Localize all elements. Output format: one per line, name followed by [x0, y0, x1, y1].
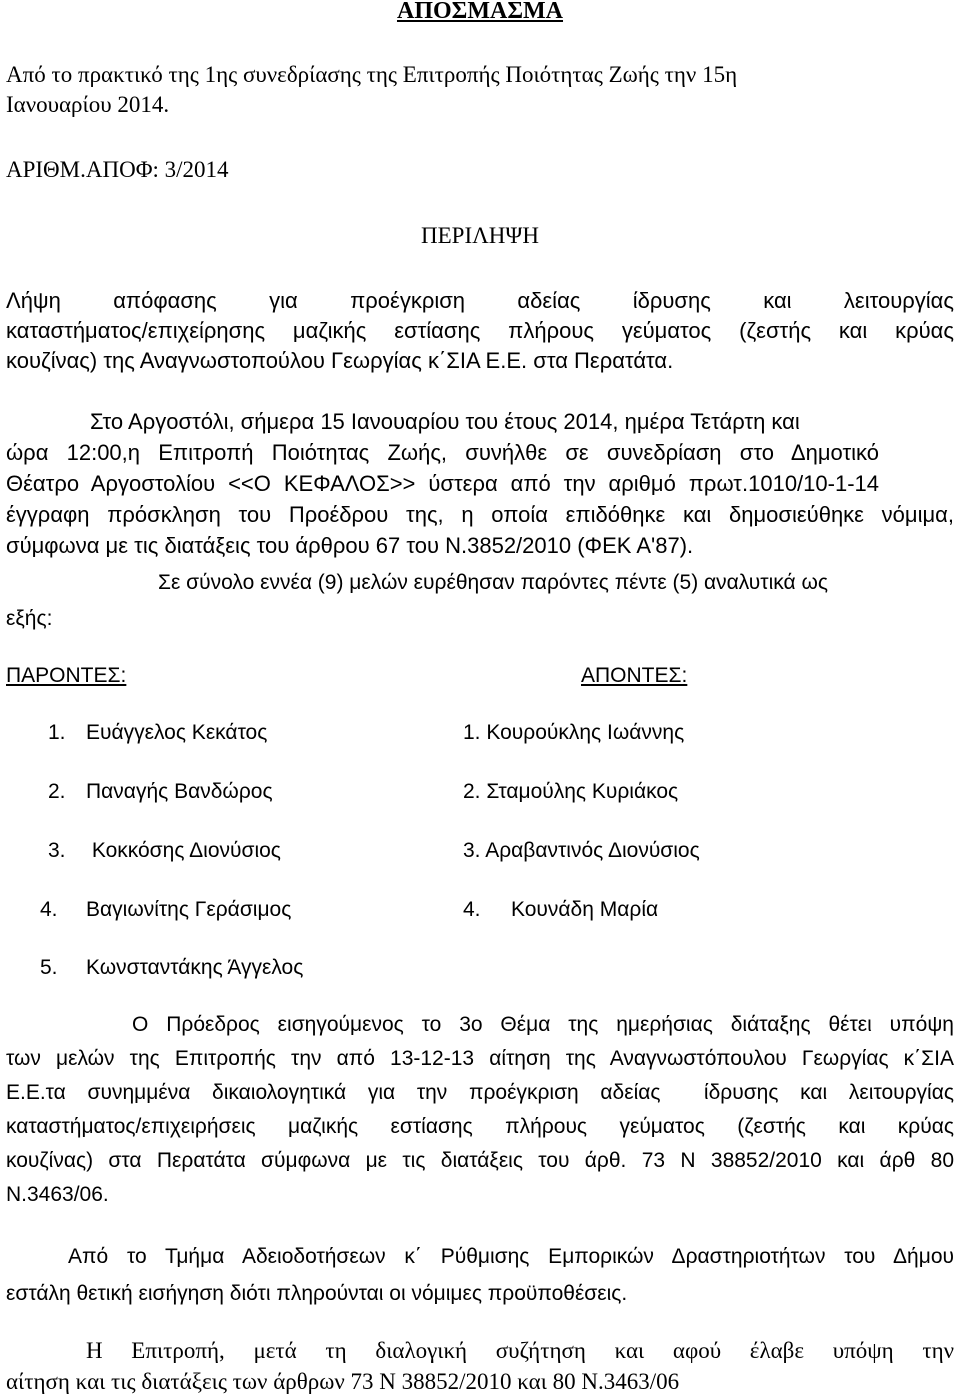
- member-name: Βαγιωνίτης Γεράσιμος: [86, 898, 292, 921]
- meeting-line-4: έγγραφη πρόσκληση του Προέδρου της, η οποία επιδόθηκε και δημοσιεύθηκε νόμιμα,: [6, 502, 954, 527]
- department-paragraph: [6, 1244, 954, 1307]
- president-line-4: καταστήματος/επιχειρήσεις μαζικής εστίασης πλήρους γεύματος (ζεστής και κρύας: [6, 1115, 954, 1138]
- summary-line-2: καταστήματος/επιχείρησης μαζικής εστίασης πλήρους γεύματος (ζεστής και κρύας: [6, 318, 954, 343]
- present-member-4: [40, 897, 291, 923]
- decision-number: ΑΡΙΘΜ.ΑΠΟΦ: 3/2014: [6, 157, 229, 182]
- member-name: Παναγής Βανδώρος: [86, 780, 273, 803]
- document-title: ΑΠΟΣΜΑΣΜΑ: [396, 0, 564, 24]
- summary-heading: ΠΕΡΙΛΗΨΗ: [421, 223, 539, 248]
- absent-member-4: [463, 897, 658, 923]
- member-number: 1.: [463, 721, 481, 744]
- member-number: 2.: [463, 780, 481, 803]
- present-member-1: [48, 720, 267, 746]
- summary-text: [6, 287, 954, 375]
- president-line-6: Ν.3463/06.: [6, 1183, 109, 1206]
- present-heading: ΠΑΡΟΝΤΕΣ:: [6, 664, 127, 687]
- meeting-line-3: Θέατρο Αργοστολίου <<Ο ΚΕΦΑΛΟΣ>> ύστερα από την αριθμό πρωτ.1010/10-1-14: [6, 471, 879, 496]
- meeting-text: [6, 408, 954, 560]
- intro-line-1: Από το πρακτικό της 1ης συνεδρίασης της Επιτροπής Ποιότητας Ζωής την 15η: [6, 62, 738, 87]
- summary-line-3: κουζίνας) της Αναγνωστοπούλου Γεωργίας κ΄ΣΙΑ Ε.Ε. στα Περατάτα.: [6, 348, 674, 373]
- committee-paragraph: [6, 1337, 954, 1395]
- president-line-3: Ε.Ε.τα συνημμένα δικαιολογητικά για την προέγκριση αδείας ίδρυσης και λειτουργίας: [6, 1081, 954, 1104]
- absent-heading: ΑΠΟΝΤΕΣ:: [581, 664, 688, 687]
- present-member-2: [48, 779, 273, 805]
- present-member-5: [40, 955, 303, 981]
- member-name: Αραβαντινός Διονύσιος: [485, 839, 700, 862]
- member-number: 4.: [40, 898, 58, 921]
- member-name: Κοκκόσης Διονύσιος: [86, 839, 281, 862]
- member-name: Ευάγγελος Κεκάτος: [86, 721, 268, 744]
- intro-line-2: Ιανουαρίου 2014.: [6, 92, 170, 117]
- member-number: 3.: [463, 839, 481, 862]
- meeting-line-5: σύμφωνα με τις διατάξεις του άρθρου 67 του Ν.3852/2010 (ΦΕΚ Α'87).: [6, 533, 694, 558]
- member-number: 4.: [463, 898, 481, 921]
- meeting-line-1: Στο Αργοστόλι, σήμερα 15 Ιανουαρίου του έτους 2014, ημέρα Τετάρτη και: [90, 409, 800, 434]
- member-number: 1.: [48, 721, 66, 744]
- absent-member-2: [463, 779, 678, 805]
- member-name: Σταμούλης Κυριάκος: [486, 780, 679, 803]
- department-line-2: εστάλη θετική εισήγηση διότι πληρούνται οι νόμιμες προϋποθέσεις.: [6, 1282, 628, 1305]
- present-member-3: [48, 838, 281, 864]
- member-number: 5.: [40, 956, 58, 979]
- member-name: Κωνσταντάκης Άγγελος: [86, 956, 304, 979]
- president-line-1: Ο Πρόεδρος εισηγούμενος το 3ο Θέμα της ημερήσιας διάταξης θέτει υπόψη: [132, 1013, 954, 1036]
- absent-member-3: [463, 838, 700, 864]
- member-number: 2.: [48, 780, 66, 803]
- quorum-line-1: Σε σύνολο εννέα (9) μελών ευρέθησαν παρόντες πέντε (5) αναλυτικά ως: [158, 571, 828, 594]
- member-name: Κουρούκλης Ιωάννης: [486, 721, 685, 744]
- member-number: 3.: [48, 839, 66, 862]
- president-line-5: κουζίνας) στα Περατάτα σύμφωνα με τις διατάξεις του άρθ. 73 Ν 38852/2010 και άρθ 80: [6, 1149, 954, 1172]
- president-line-2: των μελών της Επιτροπής την από 13-12-13 αίτηση της Αναγνωστόπουλου Γεωργίας κ΄ΣΙΑ: [6, 1047, 954, 1070]
- meeting-line-2: ώρα 12:00,η Επιτροπή Ποιότητας Ζωής, συνήλθε σε συνεδρίαση στο Δημοτικό: [6, 440, 879, 465]
- quorum-line-2: εξής:: [6, 607, 53, 630]
- absent-member-1: [463, 720, 684, 746]
- department-line-1: Από το Τμήμα Αδειοδοτήσεων κ΄ Ρύθμισης Εμπορικών Δραστηριοτήτων του Δήμου: [68, 1245, 954, 1268]
- summary-line-1: Λήψη απόφασης για προέγκριση αδείας ίδρυσης και λειτουργίας: [6, 288, 954, 313]
- member-name: Κουνάδη Μαρία: [511, 898, 659, 921]
- committee-line-2: αίτηση και τις διατάξεις των άρθρων 73 Ν 38852/2010 και 80 Ν.3463/06: [6, 1369, 680, 1394]
- committee-line-1: Η Επιτροπή, μετά τη διαλογική συζήτηση και αφού έλαβε υπόψη την: [86, 1338, 954, 1363]
- president-paragraph: [6, 1012, 954, 1208]
